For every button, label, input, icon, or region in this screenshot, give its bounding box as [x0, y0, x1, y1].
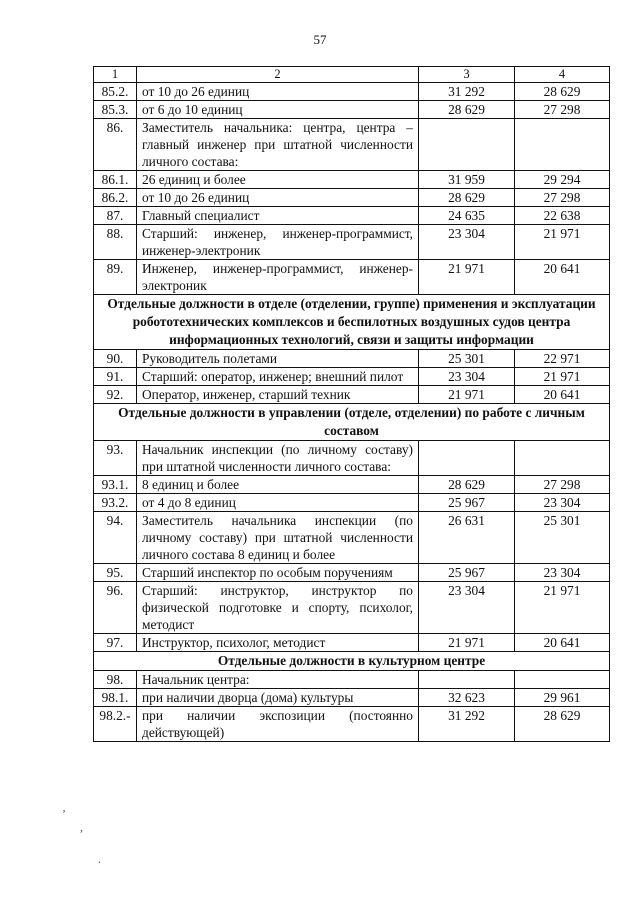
row-number: 97. — [94, 634, 137, 652]
table-row — [94, 634, 610, 652]
salary-value-col4: 27 298 — [515, 189, 610, 207]
position-title: Главный специалист — [137, 207, 419, 225]
row-number: 98.1. — [94, 689, 137, 707]
salary-value-col3: 24 635 — [419, 207, 515, 225]
salary-value-col3: 23 304 — [419, 225, 515, 260]
salary-value-col4 — [515, 119, 610, 171]
table-row — [94, 512, 610, 564]
header-cell: 1 — [94, 67, 137, 83]
page-number: 57 — [313, 32, 327, 47]
section-header-row — [94, 404, 610, 441]
margin-mark: ‚ — [62, 800, 66, 814]
salary-value-col4: 22 638 — [515, 207, 610, 225]
salary-value-col4: 20 641 — [515, 386, 610, 404]
row-number: 86. — [94, 119, 137, 171]
section-header-row — [94, 652, 610, 671]
salary-value-col4 — [515, 441, 610, 476]
row-number: 85.2. — [94, 83, 137, 101]
row-number: 98.2.- — [94, 707, 137, 742]
salary-value-col3: 31 292 — [419, 83, 515, 101]
position-title: от 10 до 26 единиц — [137, 189, 419, 207]
salary-table — [93, 66, 610, 742]
section-title: Отдельные должности в отделе (отделении, группе) применения и эксплуатации робототехнических комплексов и беспилотных воздушных судов центра информационных технологий, связи и защиты информации — [94, 295, 610, 350]
salary-value-col4: 22 971 — [515, 350, 610, 368]
row-number: 93.1. — [94, 476, 137, 494]
header-cell: 4 — [515, 67, 610, 83]
position-title: Заместитель начальника инспекции (по личному составу) при штатной численности личного состава 8 единиц и более — [137, 512, 419, 564]
salary-value-col3 — [419, 119, 515, 171]
salary-value-col3 — [419, 671, 515, 689]
row-number: 87. — [94, 207, 137, 225]
position-title: 26 единиц и более — [137, 171, 419, 189]
salary-value-col4: 21 971 — [515, 368, 610, 386]
row-number: 96. — [94, 582, 137, 634]
row-number: 86.1. — [94, 171, 137, 189]
table-row — [94, 260, 610, 295]
position-title: 8 единиц и более — [137, 476, 419, 494]
table-header-row — [94, 67, 610, 83]
salary-value-col3: 25 967 — [419, 494, 515, 512]
row-number: 92. — [94, 386, 137, 404]
table-row — [94, 101, 610, 119]
salary-value-col4: 23 304 — [515, 494, 610, 512]
table-row — [94, 386, 610, 404]
position-title: при наличии экспозиции (постоянно действующей) — [137, 707, 419, 742]
salary-value-col4: 21 971 — [515, 582, 610, 634]
salary-value-col4 — [515, 671, 610, 689]
salary-value-col3: 25 967 — [419, 564, 515, 582]
position-title: Руководитель полетами — [137, 350, 419, 368]
row-number: 91. — [94, 368, 137, 386]
table-row — [94, 171, 610, 189]
salary-value-col4: 25 301 — [515, 512, 610, 564]
table-row — [94, 671, 610, 689]
position-title: Начальник инспекции (по личному составу) при штатной численности личного состава: — [137, 441, 419, 476]
position-title: Старший инспектор по особым поручениям — [137, 564, 419, 582]
table-row — [94, 582, 610, 634]
position-title: от 10 до 26 единиц — [137, 83, 419, 101]
section-header-row — [94, 295, 610, 350]
salary-value-col3: 28 629 — [419, 101, 515, 119]
salary-value-col4: 28 629 — [515, 707, 610, 742]
position-title: Старший: оператор, инженер; внешний пилот — [137, 368, 419, 386]
salary-value-col3 — [419, 441, 515, 476]
salary-value-col3: 32 623 — [419, 689, 515, 707]
table-row — [94, 207, 610, 225]
section-title: Отдельные должности в культурном центре — [94, 652, 610, 671]
row-number: 93.2. — [94, 494, 137, 512]
table-row — [94, 225, 610, 260]
row-number: 95. — [94, 564, 137, 582]
table-row — [94, 350, 610, 368]
position-title: Начальник центра: — [137, 671, 419, 689]
position-title: Инструктор, психолог, методист — [137, 634, 419, 652]
table-row — [94, 189, 610, 207]
table-row — [94, 494, 610, 512]
position-title: Оператор, инженер, старший техник — [137, 386, 419, 404]
salary-value-col3: 31 959 — [419, 171, 515, 189]
row-number: 88. — [94, 225, 137, 260]
table-row — [94, 476, 610, 494]
salary-value-col4: 23 304 — [515, 564, 610, 582]
salary-value-col3: 25 301 — [419, 350, 515, 368]
position-title: при наличии дворца (дома) культуры — [137, 689, 419, 707]
position-title: Старший: инженер, инженер-программист, инженер-электроник — [137, 225, 419, 260]
row-number: 86.2. — [94, 189, 137, 207]
salary-value-col4: 29 961 — [515, 689, 610, 707]
margin-mark: . — [98, 852, 101, 866]
table-row — [94, 564, 610, 582]
salary-value-col4: 21 971 — [515, 225, 610, 260]
salary-value-col4: 29 294 — [515, 171, 610, 189]
table-row — [94, 119, 610, 171]
table-row — [94, 689, 610, 707]
row-number: 85.3. — [94, 101, 137, 119]
salary-value-col3: 31 292 — [419, 707, 515, 742]
salary-value-col3: 28 629 — [419, 189, 515, 207]
section-title: Отдельные должности в управлении (отделе, отделении) по работе с личным составом — [94, 404, 610, 441]
salary-value-col3: 21 971 — [419, 386, 515, 404]
row-number: 90. — [94, 350, 137, 368]
header-cell: 2 — [137, 67, 419, 83]
row-number: 89. — [94, 260, 137, 295]
table-row — [94, 441, 610, 476]
row-number: 93. — [94, 441, 137, 476]
salary-value-col3: 21 971 — [419, 260, 515, 295]
salary-value-col4: 28 629 — [515, 83, 610, 101]
salary-value-col4: 20 641 — [515, 260, 610, 295]
header-cell: 3 — [419, 67, 515, 83]
table-row — [94, 83, 610, 101]
salary-value-col3: 26 631 — [419, 512, 515, 564]
position-title: Старший: инструктор, инструктор по физической подготовке и спорту, психолог, методист — [137, 582, 419, 634]
position-title: Заместитель начальника: центра, центра – главный инженер при штатной численности личного состава: — [137, 119, 419, 171]
salary-value-col4: 27 298 — [515, 101, 610, 119]
position-title: от 4 до 8 единиц — [137, 494, 419, 512]
table-row — [94, 368, 610, 386]
row-number: 98. — [94, 671, 137, 689]
salary-value-col4: 27 298 — [515, 476, 610, 494]
position-title: Инженер, инженер-программист, инженер-электроник — [137, 260, 419, 295]
salary-value-col3: 28 629 — [419, 476, 515, 494]
margin-mark: , — [80, 820, 83, 834]
salary-value-col3: 23 304 — [419, 368, 515, 386]
salary-value-col4: 20 641 — [515, 634, 610, 652]
salary-value-col3: 21 971 — [419, 634, 515, 652]
row-number: 94. — [94, 512, 137, 564]
salary-value-col3: 23 304 — [419, 582, 515, 634]
table-row — [94, 707, 610, 742]
position-title: от 6 до 10 единиц — [137, 101, 419, 119]
